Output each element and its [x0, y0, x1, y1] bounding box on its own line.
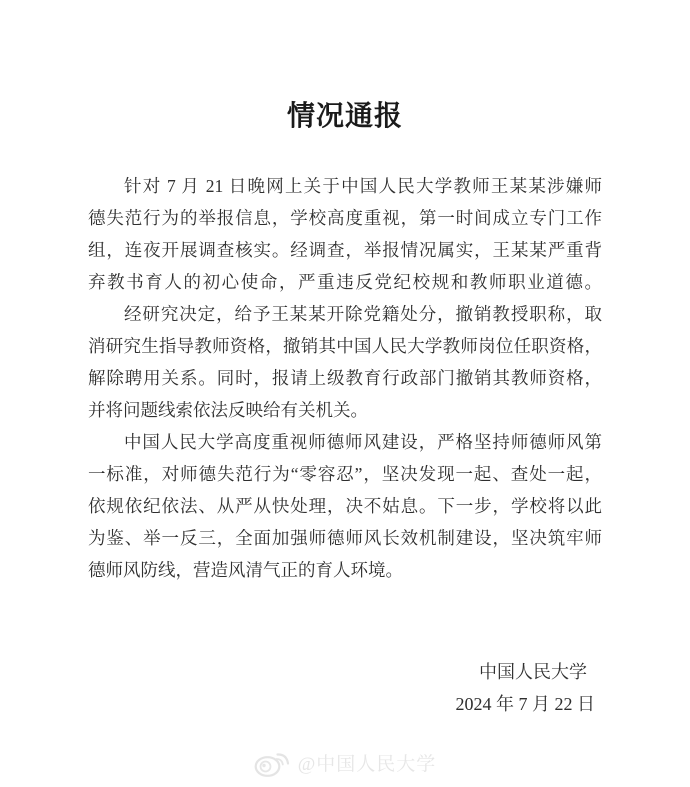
- paragraph-1-line-3: 组，连夜开展调查核实。经调查，举报情况属实，王某某严重背: [88, 240, 602, 260]
- signature-date: 2024 年 7 月 22 日: [455, 694, 595, 714]
- paragraph-3-line-4: 为鉴、举一反三，全面加强师德师风长效机制建设，坚决筑牢师: [88, 528, 602, 548]
- paragraph-2-line-3: 解除聘用关系。同时，报请上级教育行政部门撤销其教师资格，: [88, 368, 602, 388]
- paragraph-2: [88, 298, 602, 426]
- paragraph-1-line-2: 德失范行为的举报信息，学校高度重视，第一时间成立专门工作: [88, 208, 602, 228]
- paragraph-2-line-4: 并将问题线索依法反映给有关机关。: [88, 400, 368, 420]
- paragraph-2-line-1: 经研究决定，给予王某某开除党籍处分，撤销教授职称，取: [124, 304, 602, 324]
- weibo-icon: [254, 746, 290, 778]
- paragraph-3-line-1: 中国人民大学高度重视师德师风建设，严格坚持师德师风第: [124, 432, 602, 452]
- paragraph-2-line-2: 消研究生指导教师资格，撤销其中国人民大学教师岗位任职资格，: [88, 336, 602, 356]
- paragraph-1-line-4: 弃教书育人的初心使命，严重违反党纪校规和教师职业道德。: [88, 272, 602, 292]
- paragraph-3: [88, 426, 602, 586]
- paragraph-3-line-5: 德师风防线，营造风清气正的育人环境。: [88, 560, 403, 580]
- paragraph-1: [88, 170, 602, 298]
- signature-block: [0, 656, 690, 720]
- document-title: 情况通报: [286, 101, 403, 132]
- weibo-watermark: [0, 744, 690, 780]
- paragraph-1-line-1: 针对 7 月 21 日晚网上关于中国人民大学教师王某某涉嫌师: [124, 176, 602, 196]
- signature-organization: 中国人民大学: [479, 662, 587, 682]
- paragraph-3-line-3: 依规依纪依法、从严从快处理，决不姑息。下一步，学校将以此: [88, 496, 602, 516]
- document-body: [0, 170, 690, 586]
- paragraph-3-line-2: 一标准，对师德失范行为“零容忍”，坚决发现一起、查处一起，: [88, 464, 602, 484]
- watermark-handle: @中国人民大学: [297, 753, 437, 775]
